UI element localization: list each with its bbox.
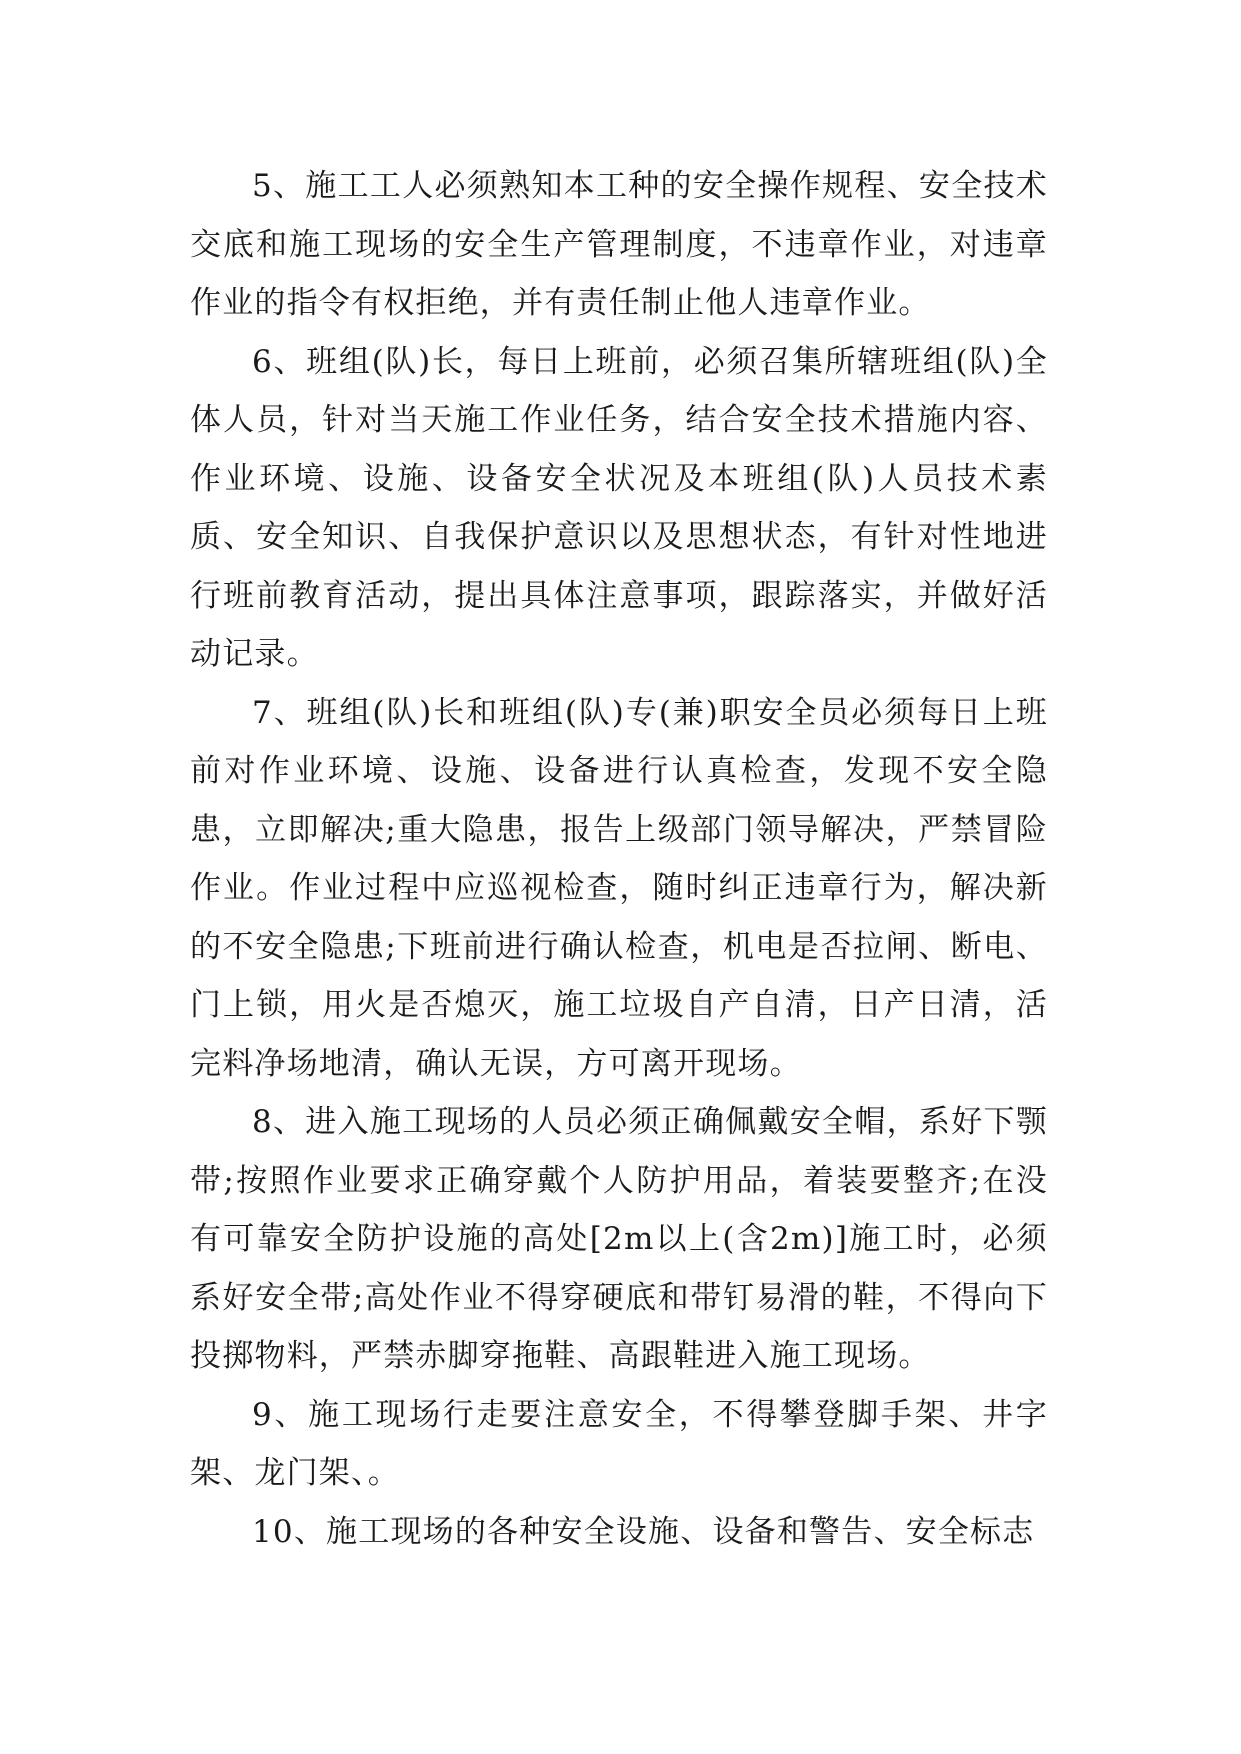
paragraph-item-7: 7、班组(队)长和班组(队)专(兼)职安全员必须每日上班前对作业环境、设施、设备进行认真检查，发现不安全隐患，立即解决;重大隐患，报告上级部门领导解决，严禁冒险作业。作业过程中应巡视检查，随时纠正违章行为，解决新的不安全隐患;下班前进行确认检查，机电是否拉闸、断电、门上锁，用火是否熄灭，施工垃圾自产自清，日产日清，活完料净场地清，确认无误，方可离开现场。 xyxy=(190,694,1048,1082)
paragraph-item-10: 10、施工现场的各种安全设施、设备和警告、安全标志 xyxy=(252,1513,1035,1550)
document-body xyxy=(190,157,1048,1561)
paragraph-item-6: 6、班组(队)长，每日上班前，必须召集所辖班组(队)全体人员，针对当天施工作业任务，结合安全技术措施内容、作业环境、设施、设备安全状况及本班组(队)人员技术素质、安全知识、自我保护意识以及思想状态，有针对性地进行班前教育活动，提出具体注意事项，跟踪落实，并做好活动记录。 xyxy=(190,343,1048,672)
paragraph-item-5: 5、施工工人必须熟知本工种的安全操作规程、安全技术交底和施工现场的安全生产管理制度，不违章作业，对违章作业的指令有权拒绝，并有责任制止他人违章作业。 xyxy=(190,168,1048,321)
paragraph-item-9: 9、施工现场行走要注意安全，不得攀登脚手架、井字架、龙门架、。 xyxy=(190,1396,1048,1491)
paragraph-item-8: 8、进入施工现场的人员必须正确佩戴安全帽，系好下颚带;按照作业要求正确穿戴个人防护用品，着装要整齐;在没有可靠安全防护设施的高处[2m以上(含2m)]施工时，必须系好安全带;高处作业不得穿硬底和带钉易滑的鞋，不得向下投掷物料，严禁赤脚穿拖鞋、高跟鞋进入施工现场。 xyxy=(190,1104,1048,1374)
